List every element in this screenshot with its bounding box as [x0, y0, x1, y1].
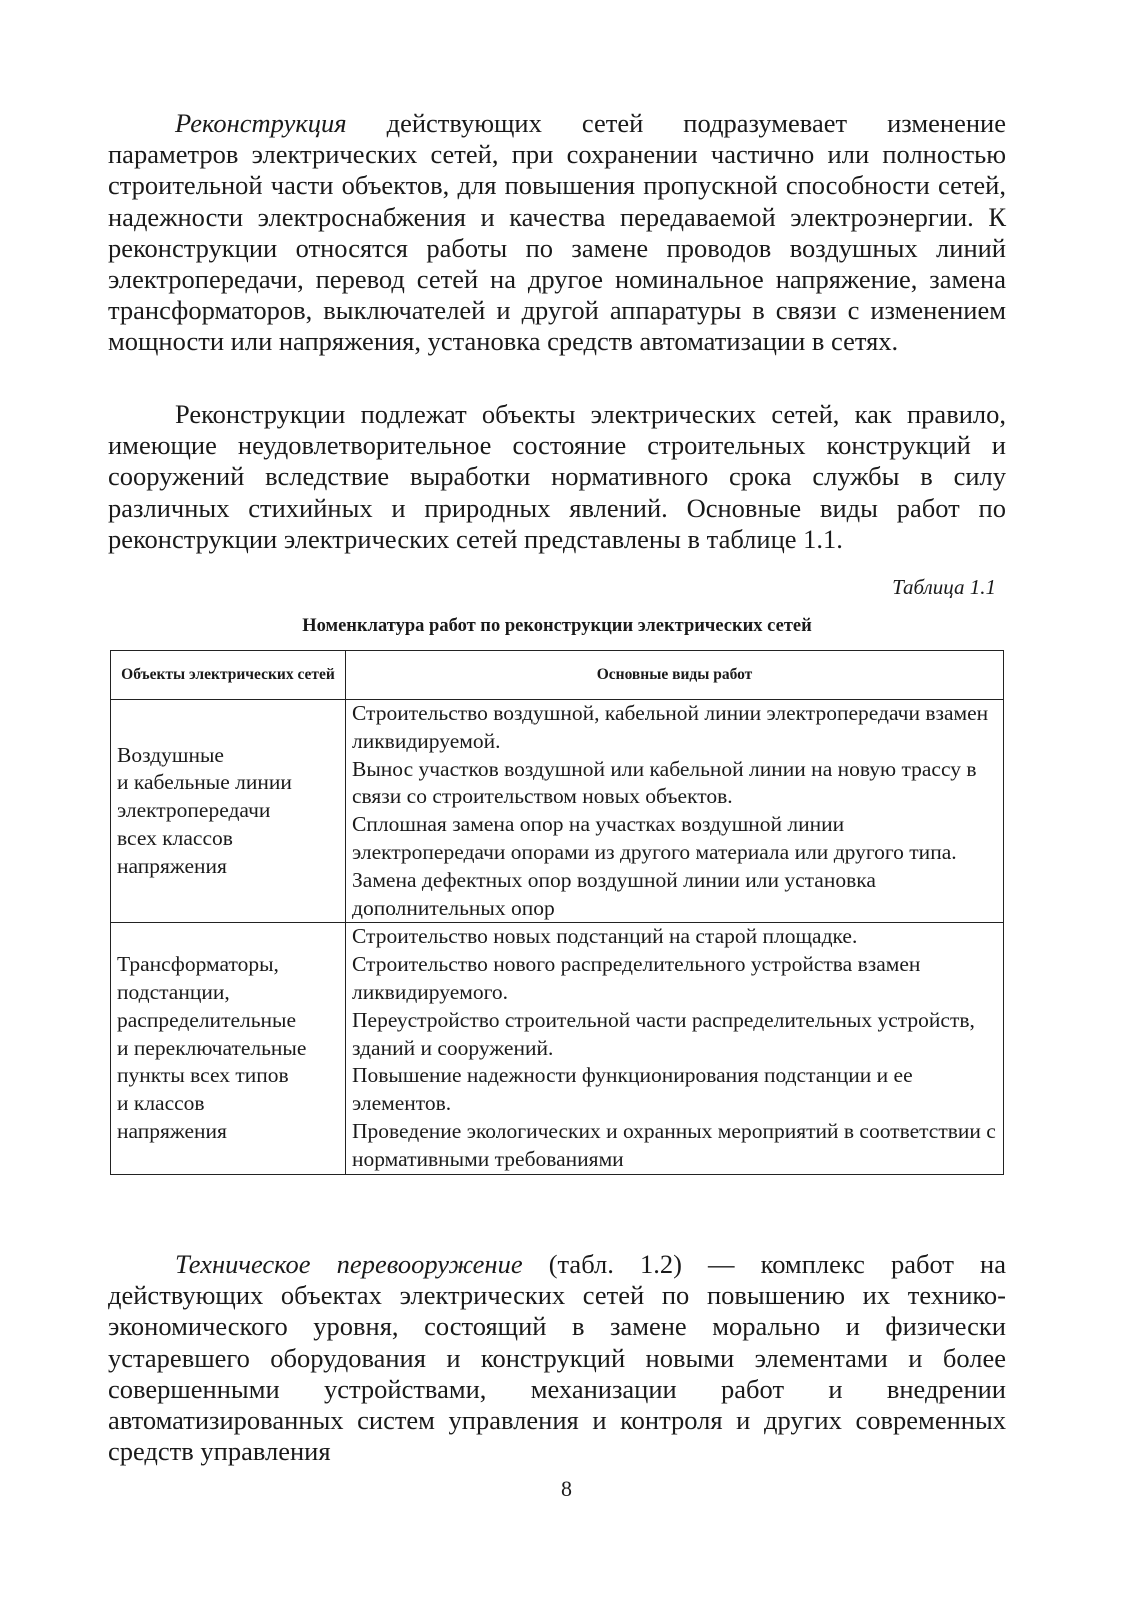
- table-cell-object: [111, 700, 346, 923]
- paragraph-technical-reequipment-text: (табл. 1.2) — комплекс работ на действующих объектах электрических сетей по повышению их технико-экономического уровня, состоящий в замене морально и физически устаревшего оборудования и конструкций новыми элементами и более совершенными устройствами, механизации работ и внедрении автоматизированных систем управления и контроля и других современных средств управления: [108, 1249, 1006, 1467]
- object-line: всех классов: [117, 826, 233, 851]
- object-line: Воздушные: [117, 742, 224, 767]
- work-item: Повышение надежности функционирования подстанции и ее элементов.: [352, 1063, 913, 1116]
- work-item: Строительство нового распределительного устройства взамен ликвидируемого.: [352, 952, 921, 1004]
- work-item: Строительство воздушной, кабельной линии электропередачи взамен ликвидируемой.: [352, 701, 989, 753]
- object-line: распределительные: [117, 1007, 297, 1032]
- work-item: Сплошная замена опор на участках воздушной линии электропередачи опорами из другого материала или другого типа.: [352, 812, 957, 864]
- paragraph-reconstruction-objects: [108, 399, 1006, 555]
- paragraph-reconstruction-text: действующих сетей подразумевает изменение параметров электрических сетей, при сохранении частично или полностью строительной части объектов, для повышения пропускной способности сетей, надежности электроснабжения и качества передаваемой электроэнергии. К реконструкции относятся работы по замене проводов воздушных линий электропередачи, перевод сетей на другое номинальное напряжение, замена трансформаторов, выключателей и другой аппаратуры в связи с изменением мощности или напряжения, установка средств автоматизации в сетях.: [108, 108, 1006, 357]
- paragraph-reconstruction-term: Реконструкция: [175, 108, 347, 138]
- work-item: Замена дефектных опор воздушной линии или установка дополнительных опор: [352, 867, 876, 920]
- table-cell-works: [346, 700, 1004, 923]
- work-item: Строительство новых подстанций на старой площадке.: [352, 924, 858, 949]
- table-title: Номенклатура работ по реконструкции электрических сетей: [302, 616, 812, 636]
- page-number: 8: [561, 1476, 572, 1501]
- table-row: [111, 700, 1004, 923]
- object-line: Трансформаторы,: [117, 952, 279, 977]
- object-line: и переключательные: [117, 1035, 307, 1060]
- paragraph-technical-reequipment-term: Техническое перевооружение: [175, 1249, 523, 1279]
- work-item: Вынос участков воздушной или кабельной линии на новую трассу в связи со строительством новых объектов.: [352, 756, 977, 809]
- work-item: Переустройство строительной части распределительных устройств, зданий и сооружений.: [352, 1007, 975, 1060]
- works-table: [110, 650, 1004, 1175]
- table-label: Таблица 1.1: [892, 575, 996, 599]
- object-line: и классов: [117, 1091, 205, 1116]
- paragraph-reconstruction-objects-text: Реконструкции подлежат объекты электрических сетей, как правило, имеющие неудовлетворительное состояние строительных конструкций и сооружений вследствие выработки нормативного срока службы в силу различных стихийных и природных явлений. Основные виды работ по реконструкции электрических сетей представлены в таблице 1.1.: [108, 399, 1006, 554]
- object-line: пункты всех типов: [117, 1063, 289, 1088]
- object-line: напряжения: [117, 1118, 227, 1143]
- header-objects: Объекты электрических сетей: [111, 651, 346, 700]
- object-line: подстанции,: [117, 979, 230, 1004]
- paragraph-technical-reequipment: [108, 1249, 1006, 1467]
- object-line: электропередачи: [117, 798, 271, 823]
- header-works: Основные виды работ: [346, 651, 1004, 700]
- table-cell-object: [111, 923, 346, 1174]
- table-cell-works: [346, 923, 1004, 1174]
- table-header-row: [111, 651, 1004, 700]
- object-line: и кабельные линии: [117, 770, 292, 795]
- table-row: [111, 923, 1004, 1174]
- work-item: Проведение экологических и охранных мероприятий в соответствии с нормативными требованиями: [352, 1118, 996, 1171]
- paragraph-reconstruction: [108, 108, 1006, 358]
- object-line: напряжения: [117, 853, 227, 878]
